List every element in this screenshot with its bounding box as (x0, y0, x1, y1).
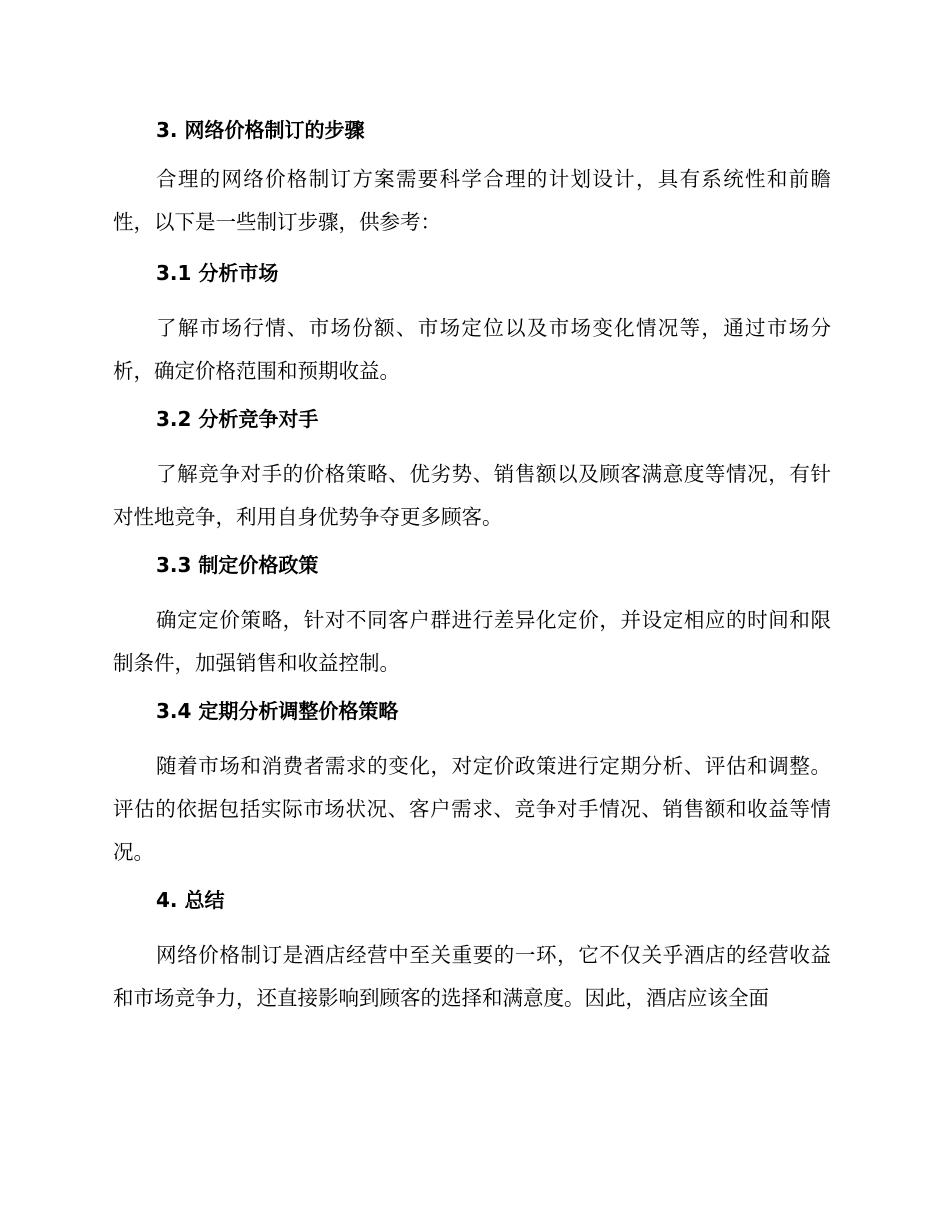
section-heading-market-analysis: 3.1 分析市场 (156, 261, 279, 285)
section-heading-summary: 4. 总结 (156, 888, 225, 912)
section-heading-steps: 3. 网络价格制订的步骤 (156, 118, 365, 142)
section-heading-pricing-policy: 3.3 制定价格政策 (156, 553, 319, 577)
section-paragraph-steps: 合理的网络价格制订方案需要科学合理的计划设计，具有系统性和前瞻性，以下是一些制订步骤，供参考： (113, 167, 831, 234)
section-paragraph-summary: 网络价格制订是酒店经营中至关重要的一环，它不仅关乎酒店的经营收益和市场竞争力，还直接影响到顾客的选择和满意度。因此，酒店应该全面 (113, 943, 831, 1010)
section-paragraph-market-analysis: 了解市场行情、市场份额、市场定位以及市场变化情况等，通过市场分析，确定价格范围和预期收益。 (113, 316, 831, 383)
section-paragraph-periodic-adjustment: 随着市场和消费者需求的变化，对定价政策进行定期分析、评估和调整。评估的依据包括实际市场状况、客户需求、竞争对手情况、销售额和收益等情况。 (113, 754, 831, 864)
section-paragraph-competitor-analysis: 了解竞争对手的价格策略、优劣势、销售额以及顾客满意度等情况，有针对性地竞争，利用自身优势争夺更多顾客。 (113, 462, 831, 529)
section-heading-competitor-analysis: 3.2 分析竞争对手 (156, 407, 319, 431)
section-paragraph-pricing-policy: 确定定价策略，针对不同客户群进行差异化定价，并设定相应的时间和限制条件，加强销售和收益控制。 (113, 608, 831, 675)
document-body (113, 110, 831, 1020)
section-heading-periodic-adjustment: 3.4 定期分析调整价格策略 (156, 699, 399, 723)
